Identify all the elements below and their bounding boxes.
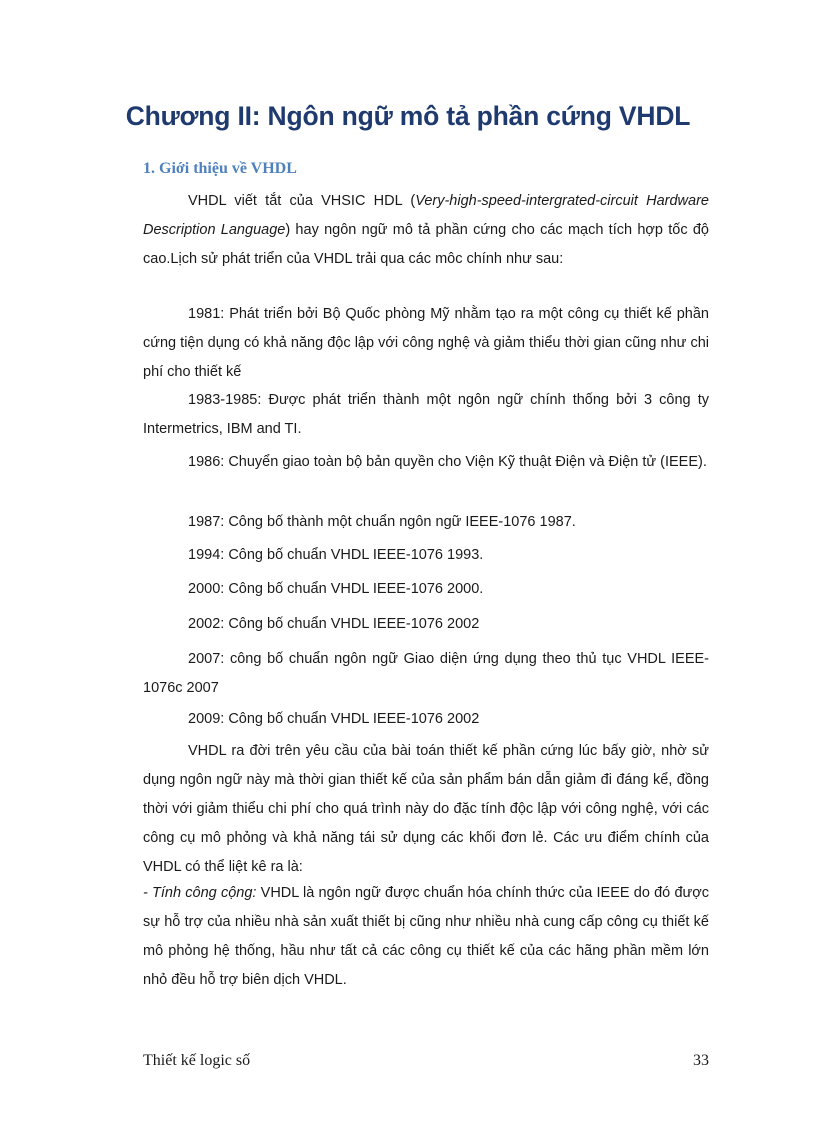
footer-book-title: Thiết kế logic số <box>143 1052 251 1069</box>
intro-tail: ) hay ngôn ngữ mô tả phần cứng cho các mạch tích hợp tốc độ cao.Lịch sử phát triển của VHDL trải qua các môc chính như sau: <box>143 222 709 267</box>
history-item-2009: 2009: Công bố chuẩn VHDL IEEE-1076 2002 <box>188 711 480 727</box>
history-item-1983: 1983-1985: Được phát triển thành một ngôn ngữ chính thống bởi 3 công ty Intermetrics, IBM and TI. <box>143 392 709 437</box>
history-item-1981: 1981: Phát triển bởi Bộ Quốc phòng Mỹ nhằm tạo ra một công cụ thiết kế phần cứng tiện dụng có khả năng độc lập với công nghệ và giảm thiểu thời gian cũng như chi phí cho thiết kế <box>143 306 709 380</box>
summary-paragraph: VHDL ra đời trên yêu cầu của bài toán thiết kế phần cứng lúc bấy giờ, nhờ sử dụng ngôn ngữ này mà thời gian thiết kế của sản phẩm bán dẫn giảm đi đáng kể, đồng thời với giảm thiểu chi phí cho quá trình này do đặc tính độc lập với công nghệ, với các công cụ mô phỏng và khả năng tái sử dụng các khối đơn lẻ. Các ưu điểm chính của VHDL có thể liệt kê ra là: <box>143 743 709 875</box>
intro-expansion: Very-high-speed-intergrated-circuit Hardware Description Language <box>143 193 709 238</box>
history-item-2007: 2007: công bố chuẩn ngôn ngữ Giao diện ứng dụng theo thủ tục VHDL IEEE-1076c 2007 <box>143 651 709 696</box>
advantage-paragraph <box>143 879 709 995</box>
history-item-2000: 2000: Công bố chuẩn VHDL IEEE-1076 2000. <box>188 581 484 597</box>
intro-paragraph <box>143 187 709 274</box>
history-item-1994: 1994: Công bố chuẩn VHDL IEEE-1076 1993. <box>188 547 484 563</box>
history-item-1986: 1986: Chuyển giao toàn bộ bản quyền cho Viện Kỹ thuật Điện và Điện tử (IEEE). <box>188 454 707 470</box>
section-heading: 1. Giới thiệu về VHDL <box>143 160 297 177</box>
chapter-title: Chương II: Ngôn ngữ mô tả phần cứng VHDL <box>125 101 691 131</box>
advantage-text: VHDL là ngôn ngữ được chuẩn hóa chính thức của IEEE do đó được sự hỗ trợ của nhiều nhà sản xuất thiết bị cũng như nhiều nhà cung cấp công cụ thiết kế mô phỏng hệ thống, hầu như tất cả các công cụ thiết kế của các hãng phần mềm lớn nhỏ đều hỗ trợ biên dịch VHDL. <box>143 885 709 988</box>
intro-lead: VHDL viết tắt của VHSIC HDL ( <box>188 193 416 209</box>
page-number: 33 <box>693 1052 709 1069</box>
history-item-1987: 1987: Công bố thành một chuẩn ngôn ngữ IEEE-1076 1987. <box>188 514 576 530</box>
history-item-2002: 2002: Công bố chuẩn VHDL IEEE-1076 2002 <box>188 616 480 632</box>
advantage-label: - Tính công cộng: <box>143 885 257 901</box>
